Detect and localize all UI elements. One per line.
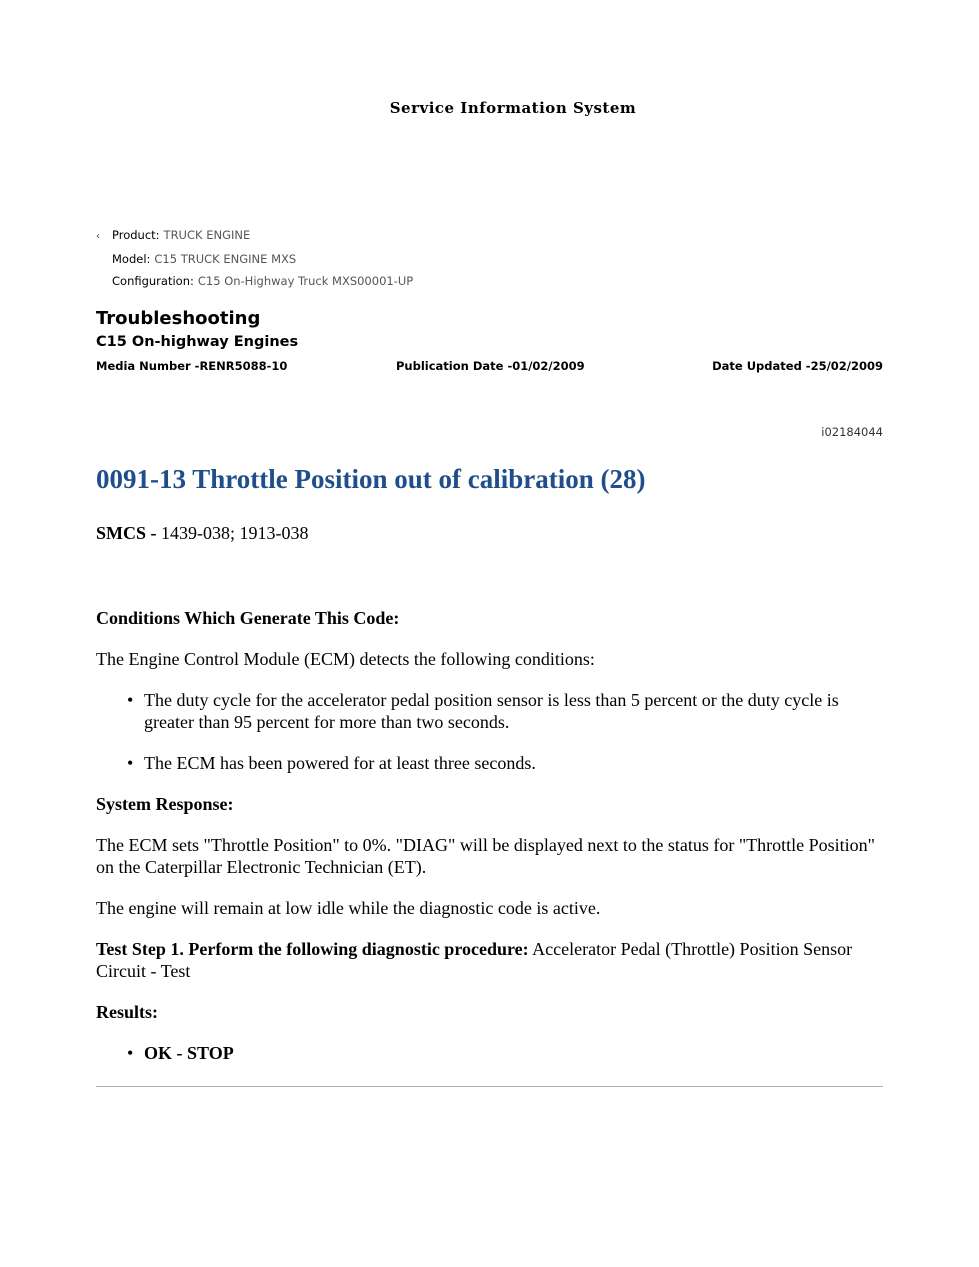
model-label: Model: bbox=[112, 252, 151, 266]
result-text: OK - STOP bbox=[144, 1043, 234, 1063]
test-step-link[interactable]: Accelerator Pedal (Throttle) Position Sensor Circuit - Test bbox=[96, 939, 853, 981]
bullet: • bbox=[127, 753, 134, 773]
conditions-intro: The Engine Control Module (ECM) detects the following conditions: bbox=[96, 649, 595, 669]
date-updated: Date Updated -25/02/2009 bbox=[712, 359, 883, 373]
divider bbox=[96, 1086, 883, 1087]
smcs-line bbox=[96, 522, 883, 544]
smcs-label: SMCS - bbox=[96, 523, 157, 543]
test-step-label: Test Step 1. Perform the following diagnostic procedure: bbox=[96, 939, 529, 959]
conditions-list bbox=[96, 689, 883, 774]
configuration-row bbox=[96, 270, 413, 292]
document-id: i02184044 bbox=[821, 425, 883, 439]
conditions-title: Conditions Which Generate This Code: bbox=[96, 608, 400, 628]
publication-date: Publication Date -01/02/2009 bbox=[396, 359, 585, 373]
document-subtitle: C15 On-highway Engines bbox=[96, 334, 299, 350]
media-number: Media Number -RENR5088-10 bbox=[96, 359, 288, 373]
system-response-text-2: The engine will remain at low idle while the diagnostic code is active. bbox=[96, 898, 601, 918]
configuration-value: C15 On-Highway Truck MXS00001-UP bbox=[197, 274, 414, 288]
product-row bbox=[96, 224, 413, 248]
product-value: TRUCK ENGINE bbox=[163, 228, 251, 242]
system-title: Service Information System bbox=[389, 99, 637, 117]
results-list bbox=[96, 1042, 883, 1064]
list-item bbox=[96, 689, 883, 733]
condition-text: The ECM has been powered for at least three seconds. bbox=[144, 753, 536, 773]
product-info bbox=[96, 224, 413, 292]
model-value: C15 TRUCK ENGINE MXS bbox=[154, 252, 297, 266]
condition-text: The duty cycle for the accelerator pedal position sensor is less than 5 percent or the duty cycle is greater than 95 percent for more than two seconds. bbox=[144, 690, 839, 732]
document-title: Troubleshooting bbox=[96, 308, 261, 329]
configuration-label: Configuration: bbox=[112, 274, 194, 288]
product-label: Product: bbox=[112, 228, 160, 242]
smcs-value: 1439-038; 1913-038 bbox=[161, 523, 309, 543]
results-title: Results: bbox=[96, 1002, 158, 1022]
article-heading: 0091-13 Throttle Position out of calibration (28) bbox=[96, 464, 646, 494]
bullet: • bbox=[127, 690, 134, 710]
list-item bbox=[96, 1042, 883, 1064]
article-body bbox=[96, 522, 883, 1064]
model-row bbox=[96, 248, 413, 270]
bullet: • bbox=[127, 1043, 134, 1063]
chevron-left-icon[interactable]: ‹ bbox=[96, 231, 100, 242]
system-response-text: The ECM sets "Throttle Position" to 0%. "DIAG" will be displayed next to the status for "Throttle Position" on the Caterpillar Electronic Technician (ET). bbox=[96, 835, 876, 877]
system-response-title: System Response: bbox=[96, 794, 234, 814]
list-item bbox=[96, 752, 883, 774]
test-step bbox=[96, 938, 883, 982]
